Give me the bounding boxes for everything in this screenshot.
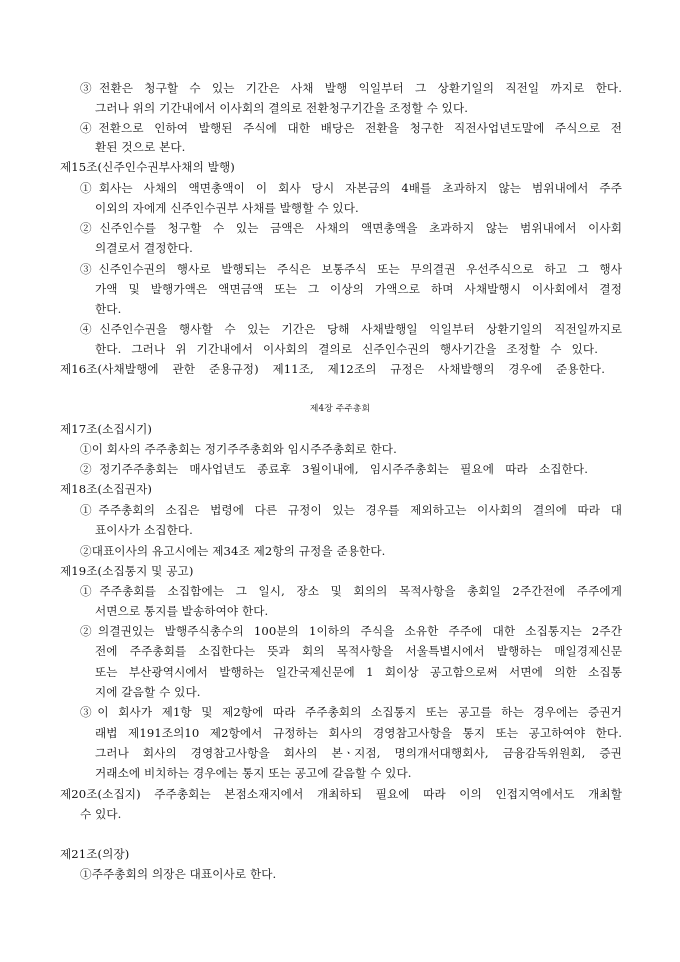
clause-14-3-line-2: 그러나 위의 기간내에서 이사회의 결의로 전환청구기간을 조정할 수 있다. xyxy=(95,101,469,115)
clause-17-2: ②정기주주총회는 매사업년도 종료후 3월이내에, 임시주주총회는 필요에 따라 소집한다. xyxy=(80,462,588,476)
clause-17-1: ①이 회사의 주주총회는 정기주주총회와 임시주주총회로 한다. xyxy=(80,442,397,456)
clause-19-2-line-2: 전에 주주총회를 소집한다는 뜻과 회의 목적사항을 서울특별시에서 발행하는 매일경제신문 xyxy=(95,644,622,658)
article-19-heading: 제19조(소집통지 및 공고) xyxy=(60,564,194,578)
clause-15-4-line-2: 한다. 그러나 위 기간내에서 이사회의 결의로 신주인수권의 행사기간을 조정할 수 있다. xyxy=(95,342,598,356)
clause-15-4-line-1: ④신주인수권을 행사할 수 있는 기간은 당해 사채발행일 익일부터 상환기일의 직전일까지로 xyxy=(80,322,622,336)
clause-15-3-line-3: 한다. xyxy=(95,302,122,316)
clause-15-1-line-1: ①회사는 사채의 액면총액이 이 회사 당시 자본금의 4배를 초과하지 않는 범위내에서 주주 xyxy=(80,181,622,195)
article-21-heading: 제21조(의장) xyxy=(60,847,130,861)
clause-18-2: ②대표이사의 유고시에는 제34조 제2항의 규정을 준용한다. xyxy=(80,544,386,558)
clause-18-1-line-1: ①주주총회의 소집은 법령에 다른 규정이 있는 경우를 제외하고는 이사회의 결의에 따라 대 xyxy=(80,503,622,517)
clause-14-4-line-1: ④전환으로 인하여 발행된 주식에 대한 배당은 전환을 청구한 직전사업년도말에 주식으로 전 xyxy=(80,121,622,135)
clause-18-1-line-2: 표이사가 소집한다. xyxy=(95,523,193,537)
clause-19-2-line-4: 지에 갈음할 수 있다. xyxy=(95,685,201,699)
clause-19-1-line-1: ①주주총회를 소집함에는 그 일시, 장소 및 회의의 목적사항을 총회일 2주간전에 주주에게 xyxy=(80,584,622,598)
clause-15-2-line-1: ②신주인수를 청구할 수 있는 금액은 사채의 액면총액을 초과하지 않는 범위내에서 이사회 xyxy=(80,221,622,235)
article-20-line-2: 수 있다. xyxy=(80,807,122,821)
clause-15-1-line-2: 이외의 자에게 신주인수권부 사채를 발행할 수 있다. xyxy=(95,201,359,215)
clause-19-2-line-1: ②의결권있는 발행주식총수의 100분의 1이하의 주식을 소유한 주주에 대한 소집통지는 2주간 xyxy=(80,624,622,638)
clause-15-2-line-2: 의결로서 결정한다. xyxy=(95,241,193,255)
clause-14-3-line-1: ③전환은 청구할 수 있는 기간은 사채 발행 익일부터 그 상환기일의 직전일 까지로 한다. xyxy=(80,81,622,95)
clause-19-2-line-3: 또는 부산광역시에서 발행하는 일간국제신문에 1 회이상 공고함으로써 서면에 의한 소집통 xyxy=(95,665,622,679)
clause-21-1: ①주주총회의 의장은 대표이사로 한다. xyxy=(80,867,277,881)
clause-15-3-line-2: 가액 및 발행가액은 액면금액 또는 그 이상의 가액으로 하며 사채발행시 이사회에서 결정 xyxy=(95,282,622,296)
article-20-line-1: 제20조(소집지) 주주총회는 본점소재지에서 개최하되 필요에 따라 이의 인접지역에서도 개최할 xyxy=(60,787,622,801)
clause-15-3-line-1: ③신주인수권의 행사로 발행되는 주식은 보통주식 또는 무의결권 우선주식으로 하고 그 행사 xyxy=(80,262,622,276)
article-18-heading: 제18조(소집권자) xyxy=(60,482,152,496)
clause-19-1-line-2: 서면으로 통지를 발송하여야 한다. xyxy=(95,604,269,618)
article-17-heading: 제17조(소집시기) xyxy=(60,422,152,436)
clause-19-3-line-4: 거래소에 비치하는 경우에는 통지 또는 공고에 갈음할 수 있다. xyxy=(95,766,412,780)
clause-19-3-line-3: 그러나 회사의 경영참고사항을 회사의 본ㆍ지점, 명의개서대행회사, 금융감독위원회, 증권 xyxy=(95,746,622,760)
clause-14-4-line-2: 환된 것으로 본다. xyxy=(95,140,186,154)
article-15-heading: 제15조(신주인수권부사채의 발행) xyxy=(60,160,235,174)
clause-19-3-line-1: ③이 회사가 제1항 및 제2항에 따라 주주총회의 소집통지 또는 공고를 하는 경우에는 증권거 xyxy=(80,705,622,719)
chapter-4-title: 제4장 주주총회 xyxy=(309,404,371,414)
clause-19-3-line-2: 래법 제191조의10 제2항에서 규정하는 회사의 경영참고사항을 통지 또는 공고하여야 한다. xyxy=(95,726,622,740)
article-16-text: 제16조(사채발행에 관한 준용규정) 제11조, 제12조의 규정은 사채발행의 경우에 준용한다. xyxy=(60,362,605,376)
